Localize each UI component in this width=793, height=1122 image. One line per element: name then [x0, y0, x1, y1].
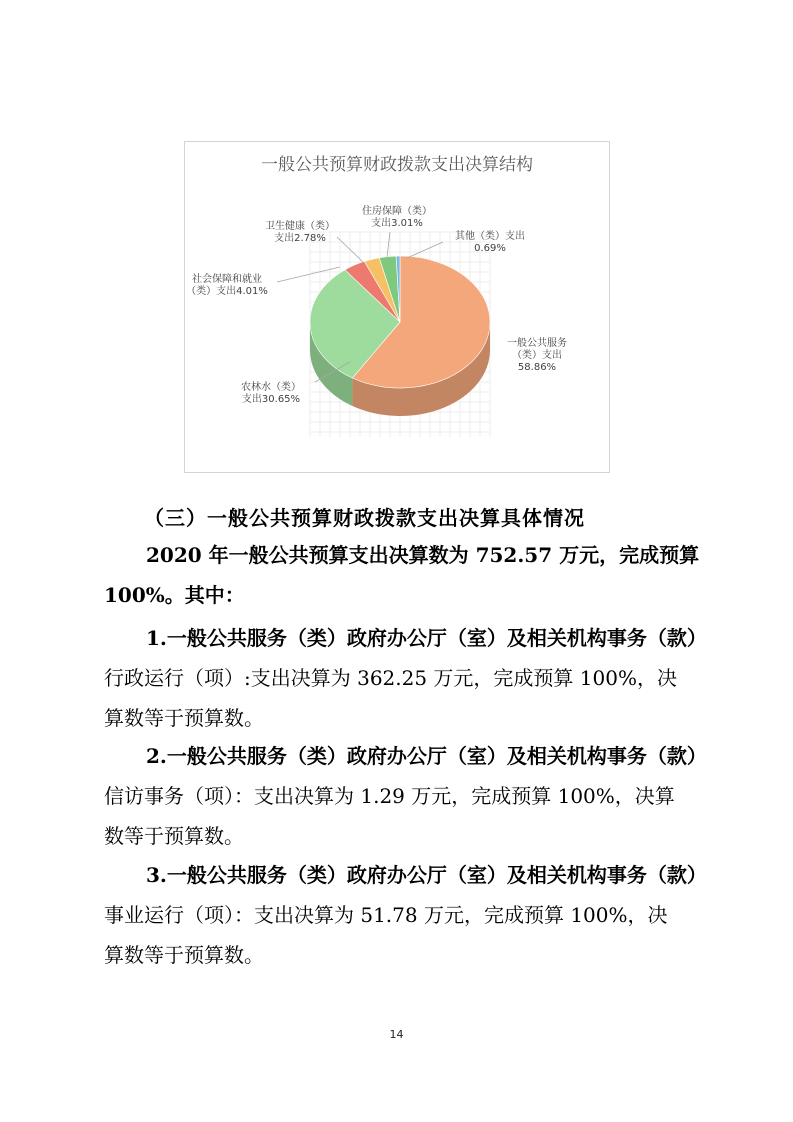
slice-label-line: （类）支出 [512, 350, 562, 361]
item-2-line-1: 2.一般公共服务（类）政府办公厅（室）及相关机构事务（款） [146, 744, 707, 768]
slice-label-line: 社会保障和就业 [192, 274, 262, 285]
slice-label [507, 336, 567, 373]
intro-paragraph [104, 535, 700, 615]
item-3-line-3: 算数等于预算数。 [104, 943, 264, 967]
slice-label [362, 204, 432, 229]
intro-line-2: 100%。其中： [104, 583, 245, 607]
slice-label [241, 380, 301, 405]
item-3-line-1: 3.一般公共服务（类）政府办公厅（室）及相关机构事务（款） [146, 863, 707, 887]
leader-line [407, 242, 443, 258]
slice-label-line: 0.69% [474, 243, 506, 254]
slice-label-line: 支出30.65% [241, 394, 301, 405]
slice-label-line: 支出2.78% [274, 233, 326, 244]
slice-label-line: 58.86% [517, 362, 557, 373]
slice-label [186, 272, 268, 297]
slice-label-line: （类）支出4.01% [186, 286, 268, 297]
item-2-paragraph [104, 736, 707, 856]
slice-label-line: 支出3.01% [371, 218, 423, 229]
slice-label-line: 农林水（类） [241, 382, 301, 393]
chart-title: 一般公共预算财政拨款支出决算结构 [261, 155, 533, 175]
item-1-line-3: 算数等于预算数。 [104, 706, 264, 730]
slice-label-line: 一般公共服务 [507, 338, 567, 349]
item-3-line-2: 事业运行（项）：支出决算为 51.78 万元，完成预算 100%，决 [104, 903, 668, 927]
slice-label [455, 229, 525, 254]
page-number: 14 [389, 1028, 404, 1041]
pie-chart-canvas [185, 142, 609, 472]
pie-slices [310, 256, 490, 388]
item-2-line-3: 数等于预算数。 [104, 824, 244, 848]
item-3-paragraph [104, 855, 707, 975]
item-2-line-2: 信访事务（项）：支出决算为 1.29 万元，完成预算 100%，决算 [104, 784, 675, 808]
slice-label-line: 住房保障（类） [362, 206, 432, 217]
slice-label-line: 卫生健康（类） [265, 221, 335, 232]
pie-chart [184, 141, 610, 473]
item-1-paragraph [104, 618, 707, 738]
slice-label-line: 其他（类）支出 [455, 231, 525, 242]
slice-label [265, 219, 335, 244]
item-1-line-2: 行政运行（项）:支出决算为 362.25 万元，完成预算 100%，决 [104, 666, 677, 690]
intro-line-1: 2020 年一般公共预算支出决算数为 752.57 万元，完成预算 [146, 543, 700, 567]
item-1-line-1: 1.一般公共服务（类）政府办公厅（室）及相关机构事务（款） [146, 626, 707, 650]
section-heading: （三）一般公共预算财政拨款支出决算具体情况 [144, 506, 585, 530]
